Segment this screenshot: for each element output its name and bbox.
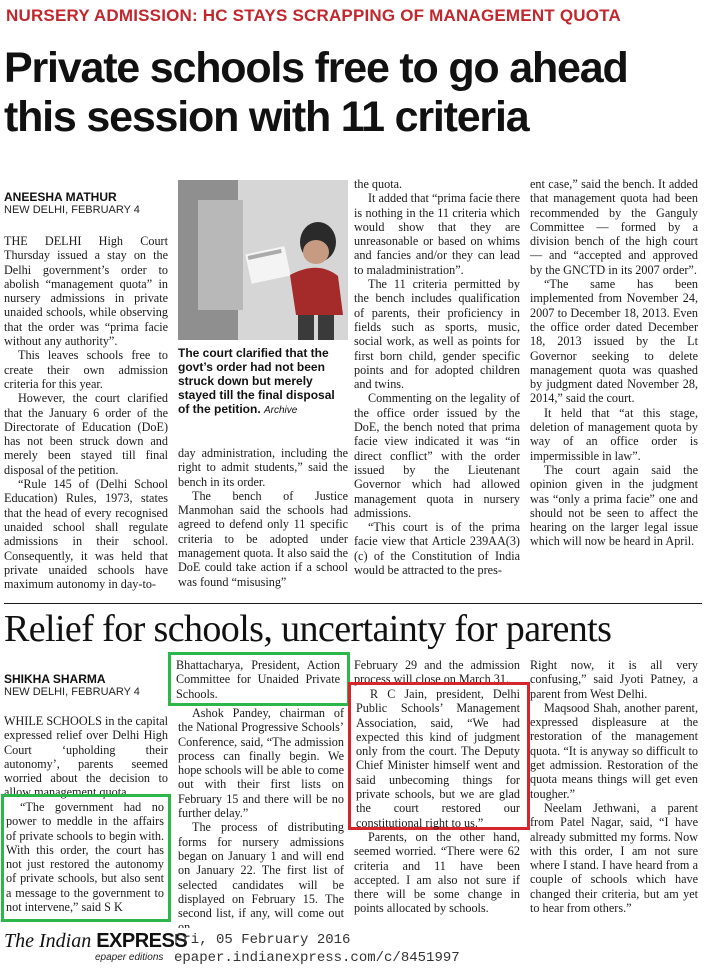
photo-caption	[178, 346, 348, 418]
story2-col2-boxed	[176, 658, 340, 700]
story2-col3-bottom	[354, 830, 520, 920]
story1-col3-para: Commenting on the legality of the office order issued by the DoE, the bench noted that prima facie view indicated it was “in direct conflict” with the order issued by the Lieutenant Governor which had allowed management quota in nursery admissions.	[354, 391, 520, 520]
story2-col3-bottom-para: Parents, on the other hand, seemed worried. “There were 62 criteria and 11 have been accepted. I am also not sure if there will be some change in points allocated by schools.	[354, 830, 520, 916]
story2-col1-quote	[6, 800, 164, 916]
story2-col4-para: Neelam Jethwani, a parent from Patel Nagar, said, “I have already submitted my forms. Now with this order, I am not sure where I stand. I have heard from a couple of schools which have changed their criteria, but am yet to hear from others.”	[530, 800, 698, 916]
newspaper-logo	[4, 930, 187, 953]
story2-column-2	[178, 706, 344, 920]
story1-col2-para: The bench of Justice Manmohan said the schools had agreed to defend only 11 specific criteria to be adopted under management quota. It also said the DoE could take action if a school was found “misusing”	[178, 488, 348, 589]
story2-quote-para: “The government had no power to meddle in the affairs of private schools to begin with. With this order, the court has not just restored the autonomy of private schools, but also sent a message to the government to not intervene,” said S K	[6, 800, 164, 915]
story1-col3-para: The 11 criteria permitted by the bench includes qualification of parents, their proficiency in fields such as sports, music, social work, as well as points for first born child, gender specific points and for adopted children and twins.	[354, 277, 520, 392]
story1-col1-para: “Rule 145 of (Delhi School Education) Rules, 1973, states that the head of every recognised unaided school shall regulate admissions in their school. Consequently, it was held that private unaided schools have maximum autonomy in day-to-	[4, 477, 168, 592]
story2-column-4	[530, 658, 698, 920]
story1-byline: ANEESHA MATHUR	[4, 190, 117, 204]
story1-col1-para: This leaves schools free to create their own admission criteria for this year.	[4, 348, 168, 391]
story2-col3-top-para: February 29 and the admission process will close on March 31.	[354, 658, 520, 687]
news-photo	[178, 180, 348, 340]
story2-col2-boxed-para: Bhattacharya, President, Action Committee for Unaided Private Schools.	[176, 658, 340, 701]
headline	[4, 44, 704, 142]
story1-col3-para: “This court is of the prima facie view that Article 239AA(3)(c) of the Constitution of India would be attracted to the pres-	[354, 520, 520, 578]
edition-url[interactable]: epaper.indianexpress.com/c/8451997	[174, 950, 460, 966]
story2-col2-para: The process of distributing forms for nursery admissions began on January 1 and will end on January 22. The first list of selected candidates will be displayed on February 15. The second list, if any, will come out	[178, 820, 344, 921]
story-divider	[4, 603, 702, 604]
story1-col4-para: “The same has been implemented from November 24, 2007 to December 18, 2013. Even the office order dated December 18, 2013 issued by the Lt Governor seeking to delete management quota was quashed by judgment dated November 28, 2014,” said the court.	[530, 277, 698, 406]
story1-col1-para: However, the court clarified that the January 6 order of the Directorate of Education (DoE) has not been struck down and merely been stayed till final disposal of the petition.	[4, 391, 168, 477]
story1-column-4	[530, 177, 698, 595]
story2-col3-boxed	[356, 687, 520, 830]
story1-column-1	[4, 234, 168, 594]
story2-col2-para: Ashok Pandey, chairman of the National Progressive Schools’ Conference, said, “The admission process can finally begin. We hope schools will be able to come out with their first lists on February 15 and there will be no further delay.”	[178, 706, 344, 821]
photo-illustration	[178, 180, 348, 340]
story1-col1-para: THE DELHI High Court Thursday issued a stay on the Delhi government’s order to abolish “management quota” in nursery admissions in private unaided schools, while observing that the order was “prima facie without any authority”.	[4, 234, 168, 349]
story2-col1-intro	[4, 714, 168, 800]
story1-byline-block	[4, 190, 168, 216]
story1-column-2	[178, 446, 348, 594]
story1-col2-para: day administration, including the right to admit students,” said the bench in its order.	[178, 446, 348, 489]
kicker: NURSERY ADMISSION: HC STAYS SCRAPPING OF MANAGEMENT QUOTA	[6, 6, 621, 25]
story2-headline: Relief for schools, uncertainty for parents	[4, 608, 612, 650]
headline-line-1: Private schools free to go ahead	[4, 44, 628, 92]
story1-col4-para: It held that “at this stage, deletion of management quota by way of an office order is impermissible in law”.	[530, 405, 698, 463]
headline-line-2: this session with 11 criteria	[4, 93, 529, 141]
story2-intro-para: WHILE SCHOOLS in the capital expressed relief over Delhi High Court ‘upholding their autonomy’, parents seemed worried about the decision to allow management quota.	[4, 714, 168, 800]
story2-col4-para: Maqsood Shah, another parent, expressed displeasure at the restoration of the management quota. “It is anyway so difficult to get admission. Restoration of the quota means things will get even tougher.”	[530, 700, 698, 801]
photo-credit: Archive	[264, 405, 298, 416]
story1-col4-para: The court again said the opinion given in the judgment was “only a prima facie” one and should not be seen to affect the hearing on the larger legal issue which will now be heard in April.	[530, 462, 698, 549]
logo-main: EXPRESS	[96, 930, 188, 952]
story2-col3-boxed-para: R C Jain, president, Delhi Public Schools’ Management Association, said, “We had expected this kind of judgment only from the court. The Deputy Chief Minister himself went and said unbecoming things for private schools, but we are glad the court restored our constitutional right to us.”	[356, 687, 520, 830]
logo-subtitle: epaper editions	[95, 952, 164, 963]
logo-prefix: The Indian	[4, 930, 92, 952]
photo-caption-text: The court clarified that the govt’s order had not been struck down but merely stayed till the final disposal of the petition.	[178, 346, 335, 416]
edition-date: Fri, 05 February 2016	[174, 932, 351, 948]
story2-dateline: NEW DELHI, FEBRUARY 4	[4, 686, 140, 698]
story1-dateline: NEW DELHI, FEBRUARY 4	[4, 204, 140, 216]
story1-col3-para: It added that “prima facie there is nothing in the 11 criteria which would show that they are unreasonable or based on whims and fancies and/or they can lead to maladministration”.	[354, 191, 520, 277]
story1-col3-para: the quota.	[354, 177, 403, 191]
story1-col4-para: ent case,” said the bench. It added that management quota had been recommended by the Ganguly Committee — formed by a division bench of the high court — and “accepted and approved by the GNCTD in its 2007 order”.	[530, 177, 698, 277]
story2-byline: SHIKHA SHARMA	[4, 672, 106, 686]
story2-col4-para: Right now, it is all very confusing,” said Jyoti Patney, a parent from West Delhi.	[530, 658, 698, 701]
story2-byline-block	[4, 672, 168, 698]
story1-column-3	[354, 177, 520, 595]
